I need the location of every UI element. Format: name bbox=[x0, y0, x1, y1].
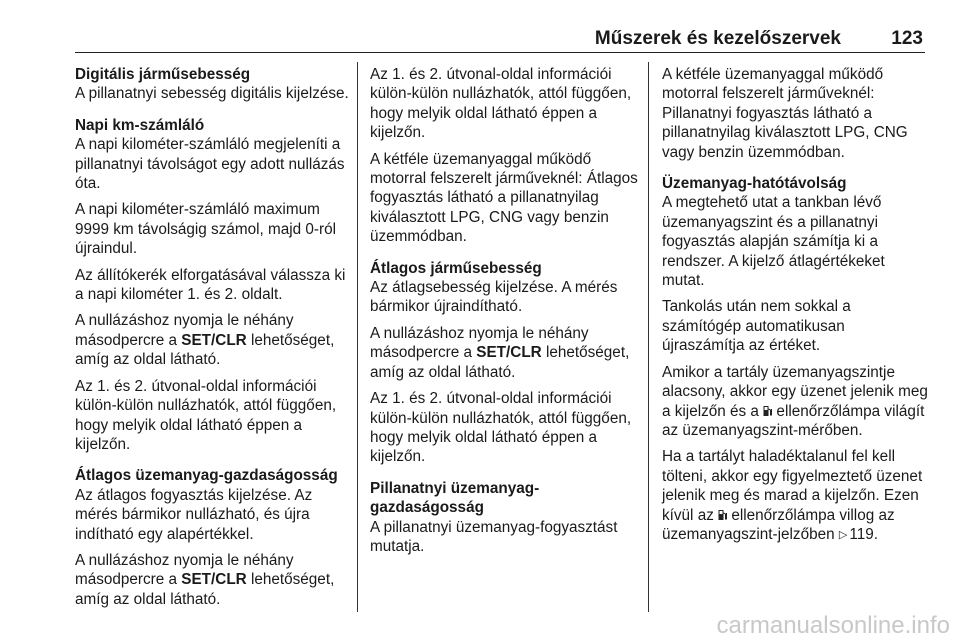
paragraph bbox=[75, 551, 351, 609]
paragraph: A pillanatnyi üzemanyag-fogyasztást mutatja. bbox=[370, 518, 618, 555]
paragraph: A megtehető utat a tankban lévő üzemanyagszint és a pillanatnyi fogyasztás alapján számítja ki a rendszer. A kijelző átlagértékeket mutat. bbox=[662, 194, 885, 290]
paragraph bbox=[370, 324, 642, 382]
paragraph bbox=[662, 447, 930, 545]
set-clr-label: SET/CLR bbox=[181, 331, 247, 349]
text: lehetőséget, amíg az oldal látható. bbox=[75, 331, 335, 369]
set-clr-label: SET/CLR bbox=[476, 344, 542, 362]
heading-digital-speed: Digitális járműsebesség bbox=[75, 66, 251, 83]
page-reference-arrow-icon: ▷ bbox=[838, 528, 848, 541]
paragraph bbox=[662, 363, 930, 441]
paragraph: Tankolás után nem sokkal a számítógép automatikusan újraszámítja az értéket. bbox=[662, 298, 851, 355]
column-divider bbox=[648, 62, 649, 612]
text: A nullázáshoz nyomja le néhány másodpercre a bbox=[75, 551, 294, 589]
column-1 bbox=[75, 65, 351, 616]
page-number: 123 bbox=[891, 28, 923, 49]
paragraph: Az 1. és 2. útvonal-oldal információi külön-külön nullázhatók, attól függően, hogy melyik oldal látható éppen a kijelzőn. bbox=[75, 377, 337, 453]
paragraph: A kétféle üzemanyaggal működő motorral felszerelt járműveknél: Átlagos fogyasztás látható a pillanatnyilag kiválasztott LPG, CNG vagy benzin üzemmódban. bbox=[370, 150, 638, 246]
paragraph: A napi kilométer-számláló maximum 9999 km távolságig számol, majd 0-ról újraindul. bbox=[75, 201, 337, 258]
paragraph: A napi kilométer-számláló megjeleníti a pillanatnyi távolságot egy adott nullázás óta. bbox=[75, 136, 345, 193]
paragraph bbox=[75, 311, 351, 369]
heading-fuel-range: Üzemanyag-hatótávolság bbox=[662, 175, 847, 193]
paragraph: Az átlagos fogyasztás kijelzése. Az mérés bármikor nullázható, és újra indítható egy alapértékkel. bbox=[75, 486, 313, 543]
page-reference-link[interactable]: 119. bbox=[849, 525, 878, 543]
paragraph: Az átlagsebesség kijelzése. A mérés bármikor újraindítható. bbox=[370, 279, 618, 316]
heading-trip-odometer: Napi km-számláló bbox=[75, 116, 205, 134]
text: A nullázáshoz nyomja le néhány másodpercre a bbox=[75, 312, 294, 349]
text: lehetőséget, amíg az oldal látható. bbox=[75, 571, 335, 608]
paragraph: Az állítókerék elforgatásával válassza ki a napi kilométer 1. és 2. oldalt. bbox=[75, 266, 346, 304]
text: Ha a tartályt haladéktalanul fel kell tölteni, akkor egy figyelmeztető üzenet jelenik meg és marad a kijelzőn. Ezen kívül az bbox=[662, 448, 923, 524]
page-header bbox=[75, 0, 925, 53]
paragraph: Az 1. és 2. útvonal-oldal információi külön-külön nullázhatók, attól függően, hogy melyik oldal látható éppen a kijelzőn. bbox=[370, 66, 632, 142]
heading-average-fuel-economy: Átlagos üzemanyag-gazdaságosság bbox=[75, 467, 338, 485]
heading-average-speed: Átlagos járműsebesség bbox=[370, 259, 542, 277]
column-2 bbox=[370, 65, 642, 563]
heading-instant-fuel-economy: Pillanatnyi üzemanyag-gazdaságosság bbox=[370, 479, 540, 517]
fuel-pump-icon bbox=[718, 509, 727, 521]
column-3 bbox=[662, 65, 930, 552]
page-title: Műszerek és kezelőszervek bbox=[594, 28, 841, 49]
fuel-pump-icon bbox=[763, 405, 772, 417]
paragraph: Az 1. és 2. útvonal-oldal információi külön-külön nullázhatók, attól függően, hogy melyik oldal látható éppen a kijelzőn. bbox=[370, 390, 632, 466]
text: Amikor a tartály üzemanyagszintje alacsony, akkor egy üzenet jelenik meg a kijelzőn és a bbox=[662, 363, 928, 420]
text: ellenőrzőlámpa villog az üzemanyagszint-jelzőben bbox=[662, 506, 895, 543]
column-divider bbox=[357, 62, 358, 612]
watermark: carmanualsonline.info bbox=[716, 612, 950, 639]
set-clr-label: SET/CLR bbox=[181, 571, 247, 589]
text: lehetőséget, amíg az oldal látható. bbox=[370, 344, 630, 381]
paragraph: A pillanatnyi sebesség digitális kijelzése. bbox=[75, 85, 349, 103]
paragraph: A kétféle üzemanyaggal működő motorral felszerelt járműveknél: Pillanatnyi fogyasztás látható a pillanatnyilag kiválasztott LPG, CNG vagy benzin üzemmódban. bbox=[662, 66, 908, 161]
text: ellenőrzőlámpa világít az üzemanyagszint-mérőben. bbox=[662, 402, 925, 439]
text: A nullázáshoz nyomja le néhány másodpercre a bbox=[370, 324, 589, 362]
